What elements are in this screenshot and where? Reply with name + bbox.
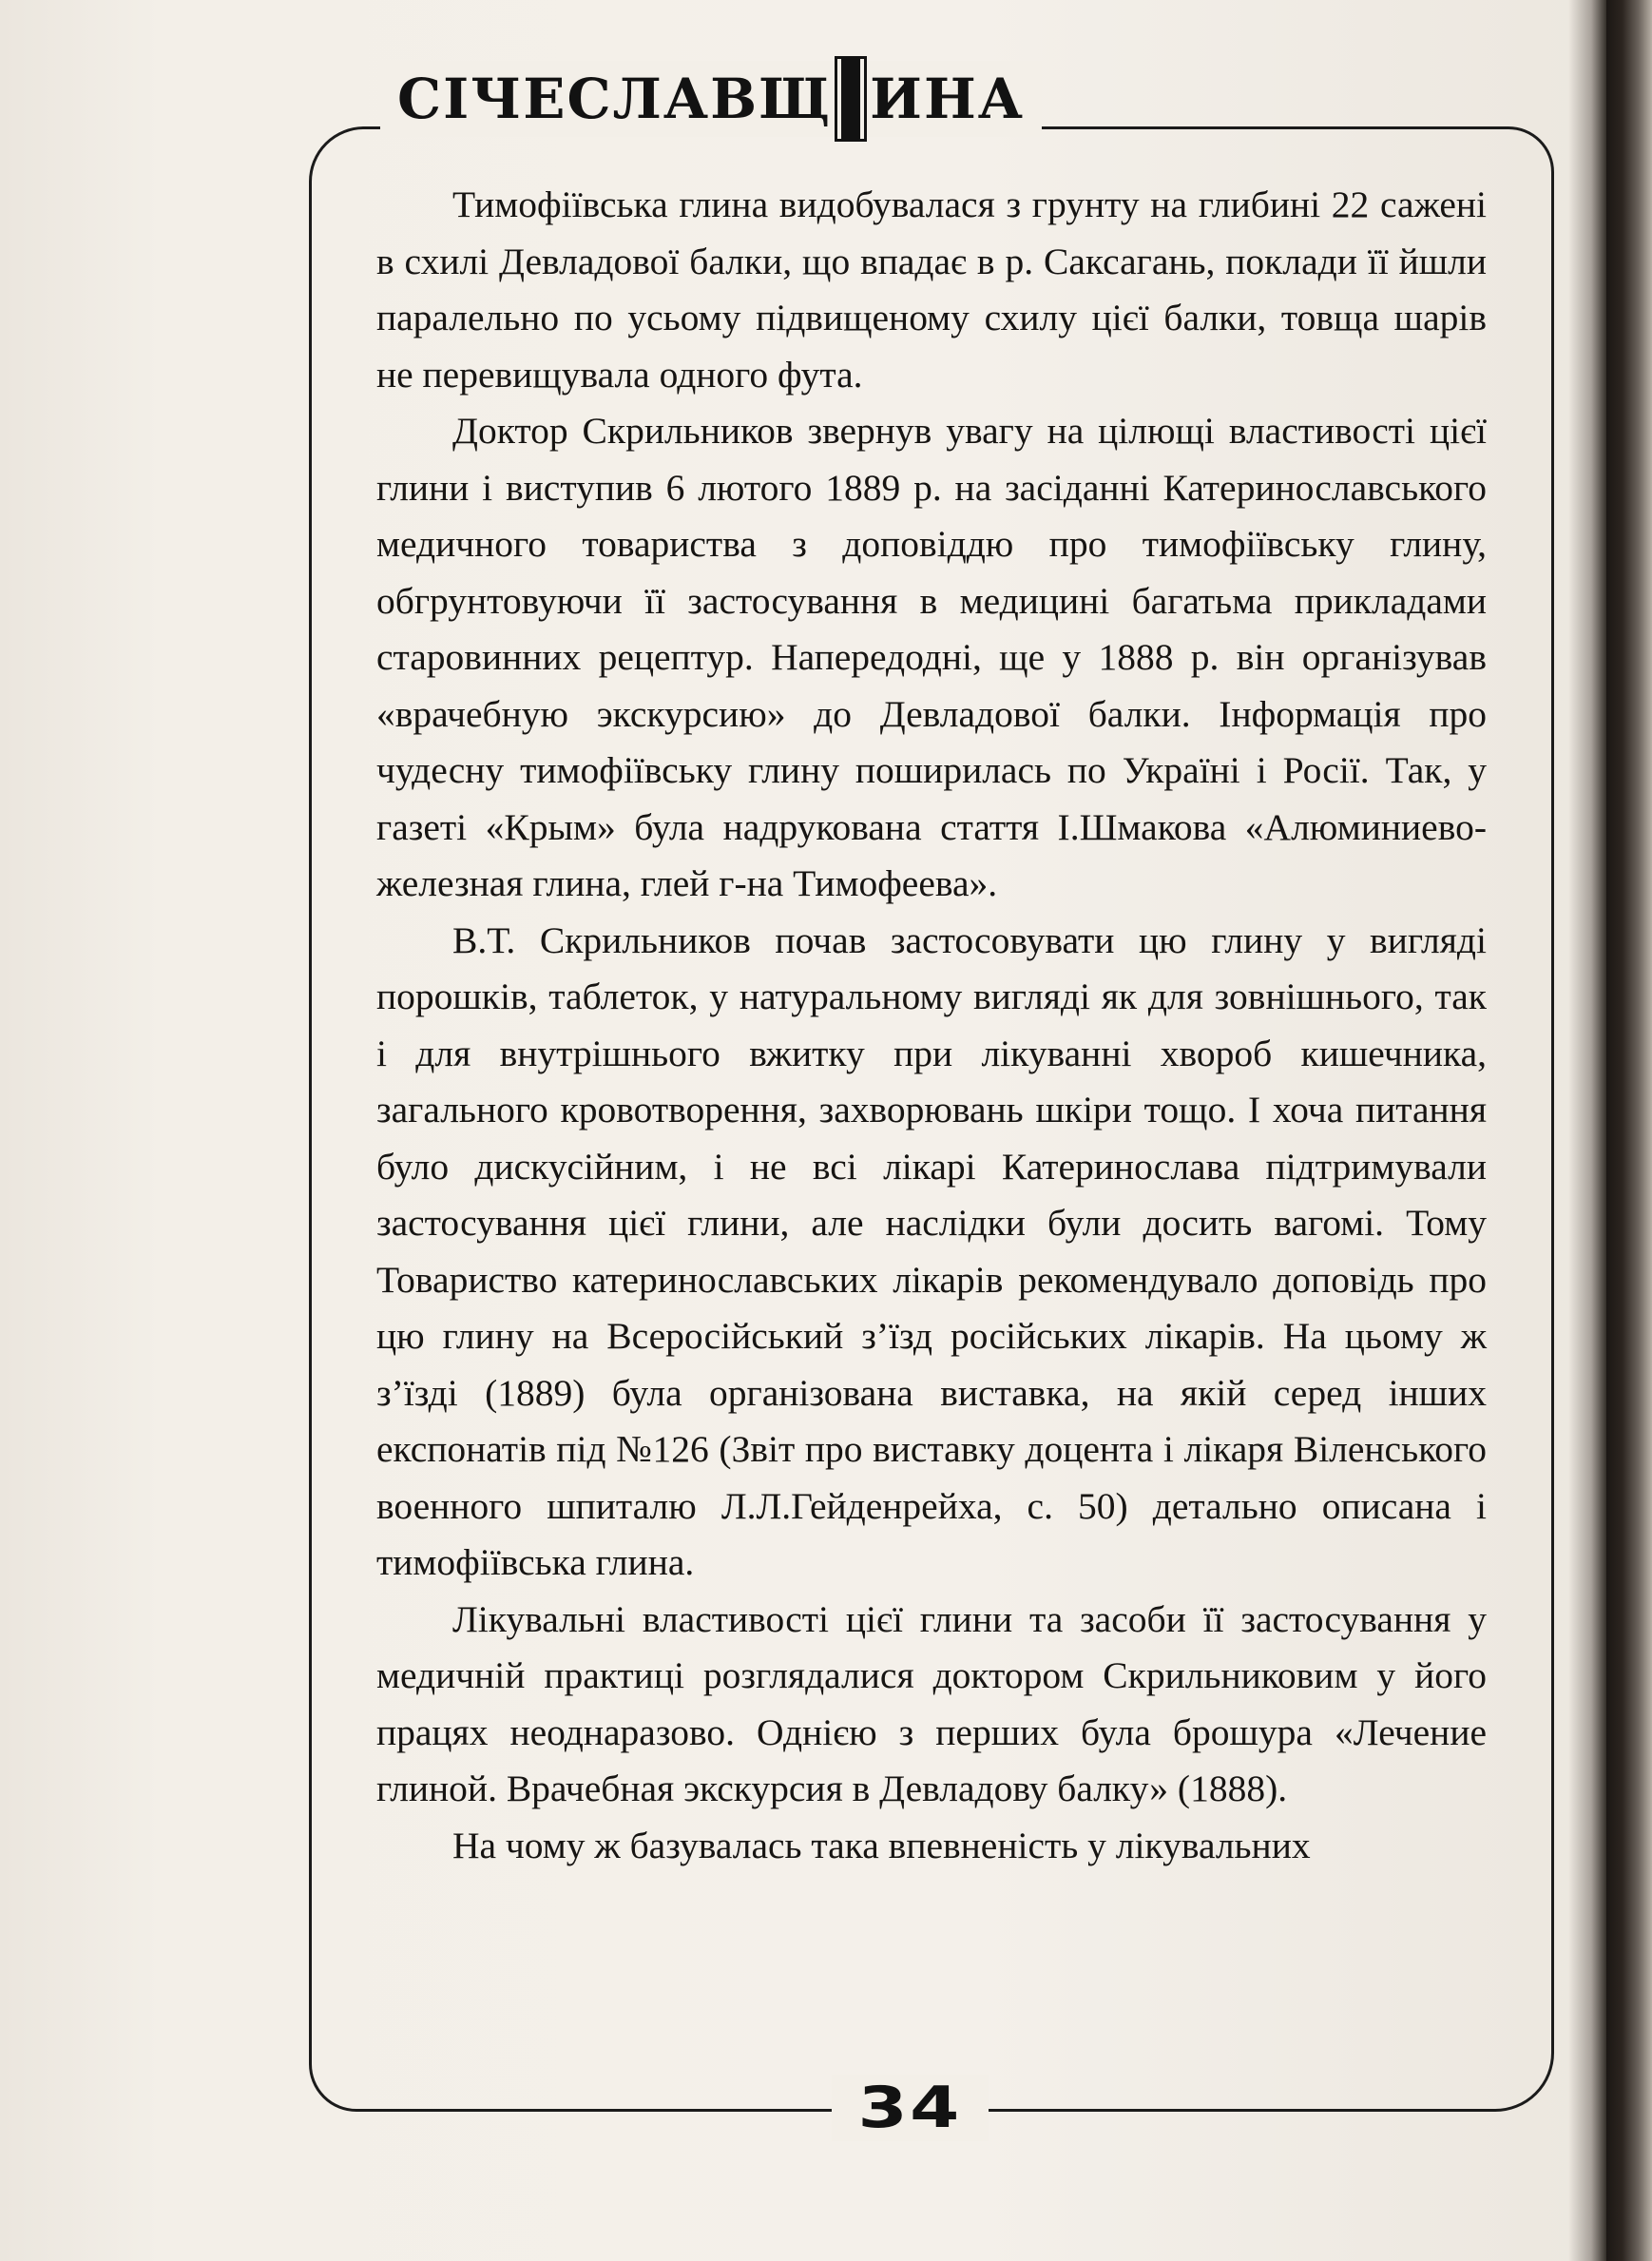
logo-text-left: СІЧЕСЛАВЩ — [397, 67, 833, 131]
page-number: 34 — [832, 2075, 988, 2141]
paragraph: В.Т. Скрильников почав застосовувати цю глину у вигляді порошків, таблеток, у натуральному вигляді як для зовнішнього, так і для внутрішнього вжитку при лікуванні хвороб кишечника, загального кровотворення, захворювань шкіри тощо. І хоча питання було дискусійним, і не всі лікарі Катеринослава підтримували застосування цієї глини, але наслідки були досить вагомі. Тому Товариство катеринославських лікарів рекомендувало доповідь про цю глину на Всеросійський з’їзд російських лікарів. На цьому ж з’їзді (1889) була організована виставка, на якій серед інших експонатів під №126 (Звіт про виставку доцента і лікаря Віленського военного шпиталю Л.Л.Гейденрейха, с. 50) детально описана і тимофіївська глина. — [376, 918, 1487, 1583]
paragraph: Тимофіївська глина видобувалася з грунту на глибині 22 сажені в схилі Девладової балки, що впадає в р. Саксагань, поклади її йшли паралельно по усьому підвищеному схилу цієї балки, товща шарів не перевищувала одного фута. — [376, 184, 1487, 396]
gutter-shadow — [1568, 0, 1606, 2261]
header-logo — [380, 61, 1042, 137]
paragraph: Лікувальні властивості цієї глини та засоби її застосування у медичній практиці розглядалися доктором Скрильниковим у його працях неоднаразово. Однією з перших була брошура «Лечение глиной. Врачебная экскурсия в Девладову балку» (1888). — [376, 1597, 1487, 1809]
body-text — [376, 177, 1487, 1874]
paragraph: На чому ж базувалась така впевненість у лікувальних — [452, 1824, 1311, 1866]
logo-bar-icon — [837, 59, 864, 139]
book-binding — [1606, 0, 1652, 2261]
paragraph: Доктор Скрильников звернув увагу на цілющі властивості цієї глини і виступив 6 лютого 1889 р. на засіданні Катеринославського медичного товариства з доповіддю про тимофіївську глину, обгрунтовуючи її застосування в медицині багатьма прикладами старовинних рецептур. Напередодні, ще у 1888 р. він організував «врачебную экскурсию» до Девладової балки. Інформація про чудесну тимофіївську глину поширилась по Україні і Росії. Так, у газеті «Крым» була надрукована стаття І.Шмакова «Алюминиево-железная глина, глей г-на Тимофеева». — [376, 410, 1487, 904]
logo-text-right: ИНА — [870, 67, 1026, 131]
